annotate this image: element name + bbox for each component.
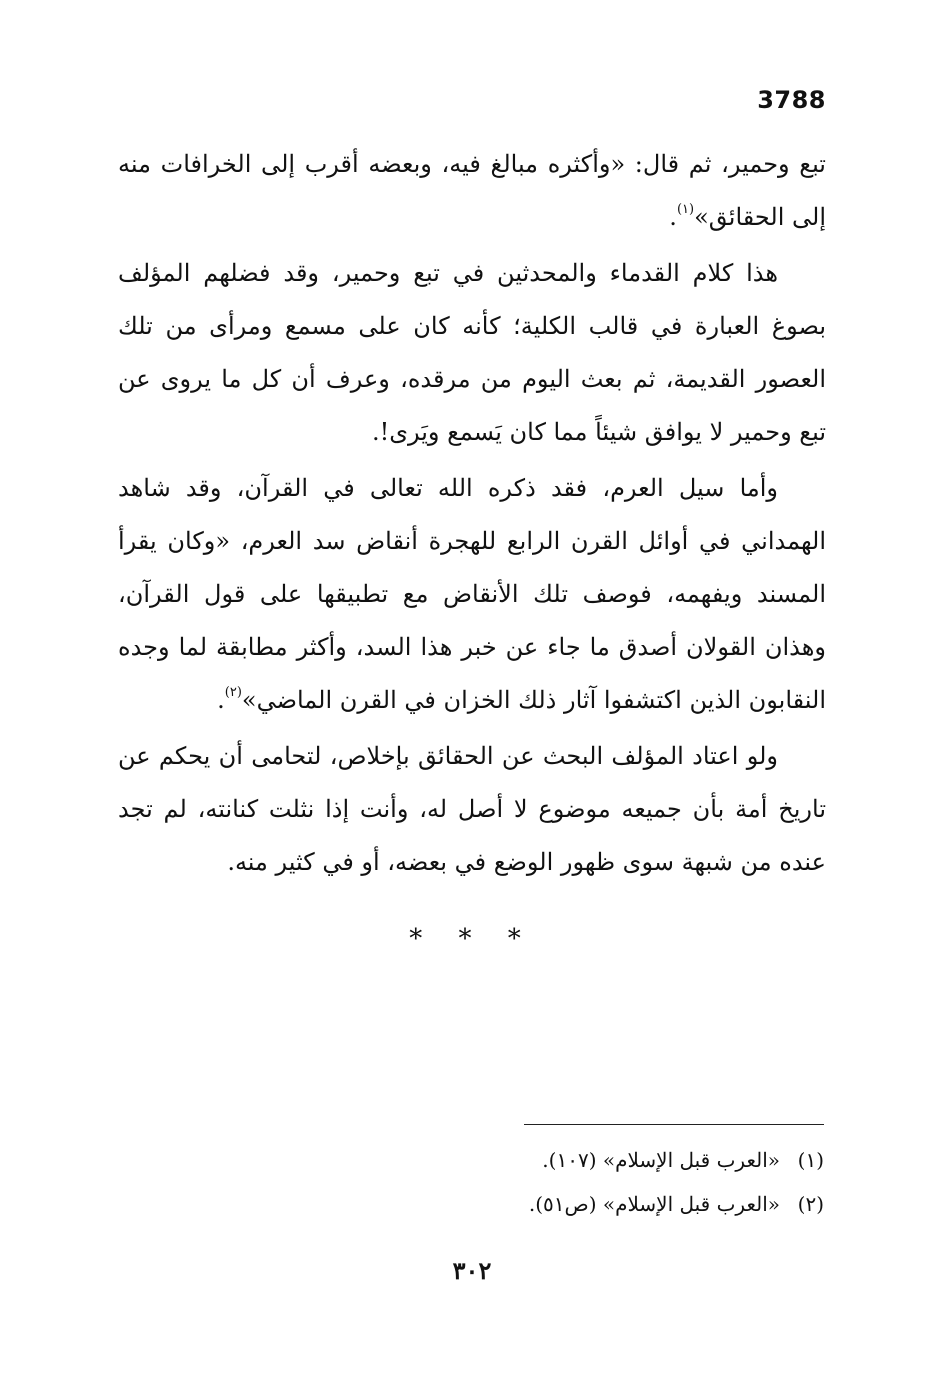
page-number: ٣٠٢ [452,1256,492,1285]
footnote-ref-2: (٢) [224,685,242,700]
footnote-ref-1: (١) [676,202,695,217]
paragraph-3 [118,462,826,727]
body-text [118,138,826,892]
paragraph-3-end: . [217,686,225,714]
footnote-number: (٢) [797,1192,824,1216]
paragraph-1-end: . [669,203,677,231]
paragraph-4: ولو اعتاد المؤلف البحث عن الحقائق بإخلاص، لتحامى أن يحكم عن تاريخ أمة بأن جميعه موضوع لا أصل له، وأنت إذا نثلت كنانته، لم تجد عنده من شبهة سوى ظهور الوضع في بعضه، أو في كثير منه. [118,742,826,876]
footnote-1 [324,1138,824,1182]
paragraph-1 [118,138,826,244]
paragraph-2: هذا كلام القدماء والمحدثين في تبع وحمير، وقد فضلهم المؤلف بصوغ العبارة في قالب الكلية؛ كأنه كان على مسمع ومرأى من تلك العصور القديمة، ثم بعث اليوم من مرقده، وعرف أن كل ما يروى عن تبع وحمير لا يوافق شيئاً مما كان يَسمع ويَرى!. [118,259,826,446]
paragraph-1-text: تبع وحمير، ثم قال: «وأكثره مبالغ فيه، وبعضه أقرب إلى الخرافات منه إلى الحقائق» [118,150,826,231]
footnote-2 [324,1182,824,1226]
footnote-divider [524,1124,824,1125]
footnote-text: «العرب قبل الإسلام» (ص٥١). [528,1192,780,1216]
paragraph-3-text: وأما سيل العرم، فقد ذكره الله تعالى في القرآن، وقد شاهد الهمداني في أوائل القرن الرابع للهجرة أنقاض سد العرم، «وكان يقرأ المسند ويفهمه، فوصف تلك الأنقاض مع تطبيقها على قول القرآن، وهذان القولان أصدق ما جاء عن خبر هذا السد، وأكثر مطابقة لما وجده النقابون الذين اكتشفوا آثار ذلك الخزان في القرن الماضي» [118,474,826,714]
footnote-text: «العرب قبل الإسلام» (١٠٧). [542,1148,780,1172]
footnotes [324,1138,824,1226]
page-id: 3788 [757,86,826,114]
footnote-number: (١) [797,1148,824,1172]
section-separator: * * * [409,924,535,954]
